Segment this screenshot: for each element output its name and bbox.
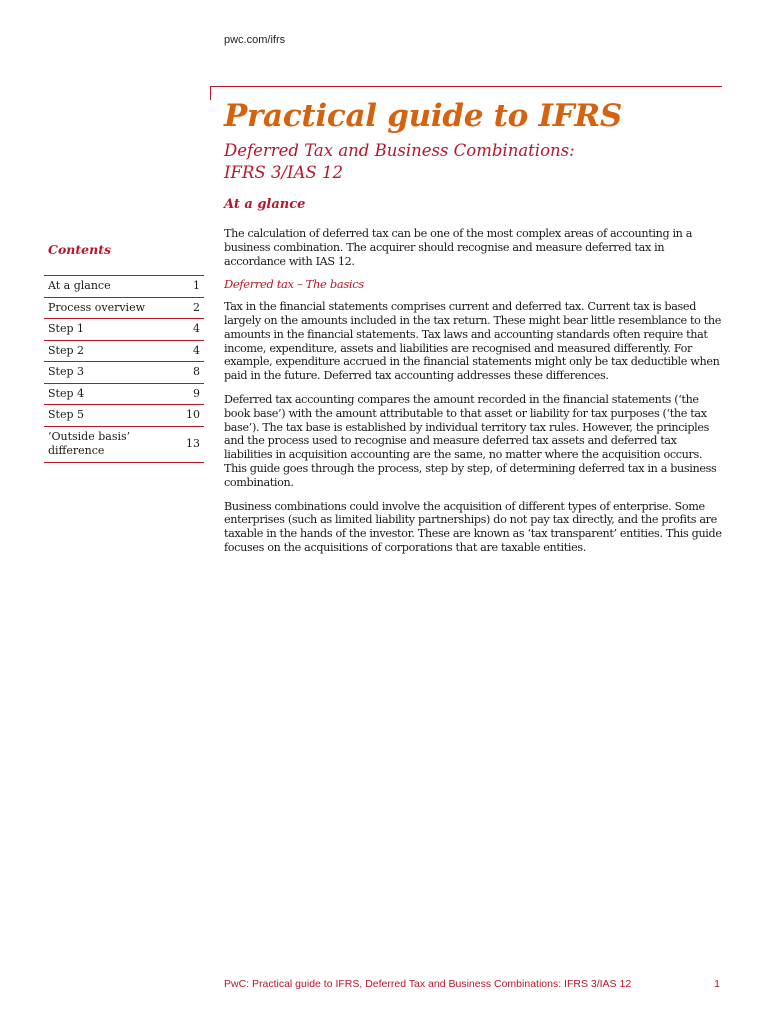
body-paragraph: Business combinations could involve the acquisition of different types of enterprise. Some enterprises (such as limited liability partnerships) do not pay tax directly, and the profits are taxable in the hands of the investor. These are known as ‘tax transparent’ entities. This guide focuses on the acquisitions of corporations that are taxable entities. bbox=[224, 499, 722, 554]
toc-item-label: ‘Outside basis’ difference bbox=[48, 429, 131, 457]
body-paragraph: Deferred tax accounting compares the amount recorded in the financial statements (‘the book base’) with the amount attributable to that asset or liability for tax purposes (‘the tax base’). The tax base is established by individual territory tax rules. However, the principles and the process used to recognise and measure deferred tax assets and deferred tax liabilities in acquisition accounting are the same, no matter where the acquisition occurs. This guide goes through the process, step by step, of determining deferred tax in a business combination. bbox=[224, 392, 717, 489]
footer-text: PwC: Practical guide to IFRS, Deferred Tax and Business Combinations: IFRS 3/IAS 12 bbox=[224, 978, 632, 990]
intro-paragraph: The calculation of deferred tax can be one of the most complex areas of accounting in a business combination. The acquirer should recognise and measure deferred tax in accordance with IAS 12. bbox=[224, 227, 693, 268]
page-footer bbox=[224, 978, 720, 990]
toc-item-label: At a glance bbox=[48, 279, 111, 292]
toc-item-page: 2 bbox=[193, 300, 200, 314]
toc-item-step-5[interactable] bbox=[44, 405, 204, 427]
toc-item-page: 9 bbox=[193, 386, 200, 400]
toc-item-step-2[interactable] bbox=[44, 341, 204, 363]
header-url: pwc.com/ifrs bbox=[224, 34, 286, 46]
toc-item-process-overview[interactable] bbox=[44, 298, 204, 320]
toc-item-label: Step 5 bbox=[48, 408, 85, 421]
subtitle-line-2: IFRS 3/IAS 12 bbox=[224, 163, 343, 182]
toc-item-page: 1 bbox=[193, 279, 200, 292]
toc-item-page: 8 bbox=[193, 365, 200, 378]
subtitle-line-1: Deferred Tax and Business Combinations: bbox=[224, 141, 575, 160]
document-subtitle bbox=[224, 140, 744, 184]
toc-item-label: Step 1 bbox=[48, 322, 85, 335]
toc-item-step-3[interactable] bbox=[44, 362, 204, 384]
document-title: Practical guide to IFRS bbox=[224, 98, 622, 134]
toc-item-label: Process overview bbox=[48, 300, 146, 314]
toc-item-at-a-glance[interactable] bbox=[44, 276, 204, 298]
body-paragraph: Tax in the financial statements comprises current and deferred tax. Current tax is based largely on the amounts included in the tax return. These might bear little resemblance to the amounts in the financial statements. Tax laws and accounting standards often require that income, expenditure, assets and liabilities are recognised and measured differently. For example, expenditure accrued in the financial statements might only be tax deductible when paid in the future. Deferred tax accounting addresses these differences. bbox=[224, 300, 721, 383]
section-heading-at-a-glance: At a glance bbox=[224, 197, 306, 212]
toc-item-label: Step 2 bbox=[48, 343, 85, 357]
main-body bbox=[224, 227, 724, 565]
toc-item-page: 4 bbox=[193, 343, 200, 357]
contents-heading: Contents bbox=[48, 242, 112, 257]
title-rule bbox=[210, 86, 722, 87]
toc-item-page: 13 bbox=[186, 436, 200, 450]
toc-item-page: 10 bbox=[186, 408, 200, 421]
toc-item-outside-basis-difference[interactable] bbox=[44, 427, 204, 463]
toc-item-label: Step 3 bbox=[48, 365, 85, 378]
toc-item-page: 4 bbox=[193, 322, 200, 335]
subheading-deferred-tax-basics: Deferred tax – The basics bbox=[224, 277, 364, 292]
toc-item-step-4[interactable] bbox=[44, 384, 204, 406]
toc-item-step-1[interactable] bbox=[44, 319, 204, 341]
toc-item-label: Step 4 bbox=[48, 386, 85, 400]
footer-page-number: 1 bbox=[714, 978, 720, 990]
table-of-contents bbox=[44, 275, 204, 463]
title-rule-tick bbox=[210, 86, 211, 100]
